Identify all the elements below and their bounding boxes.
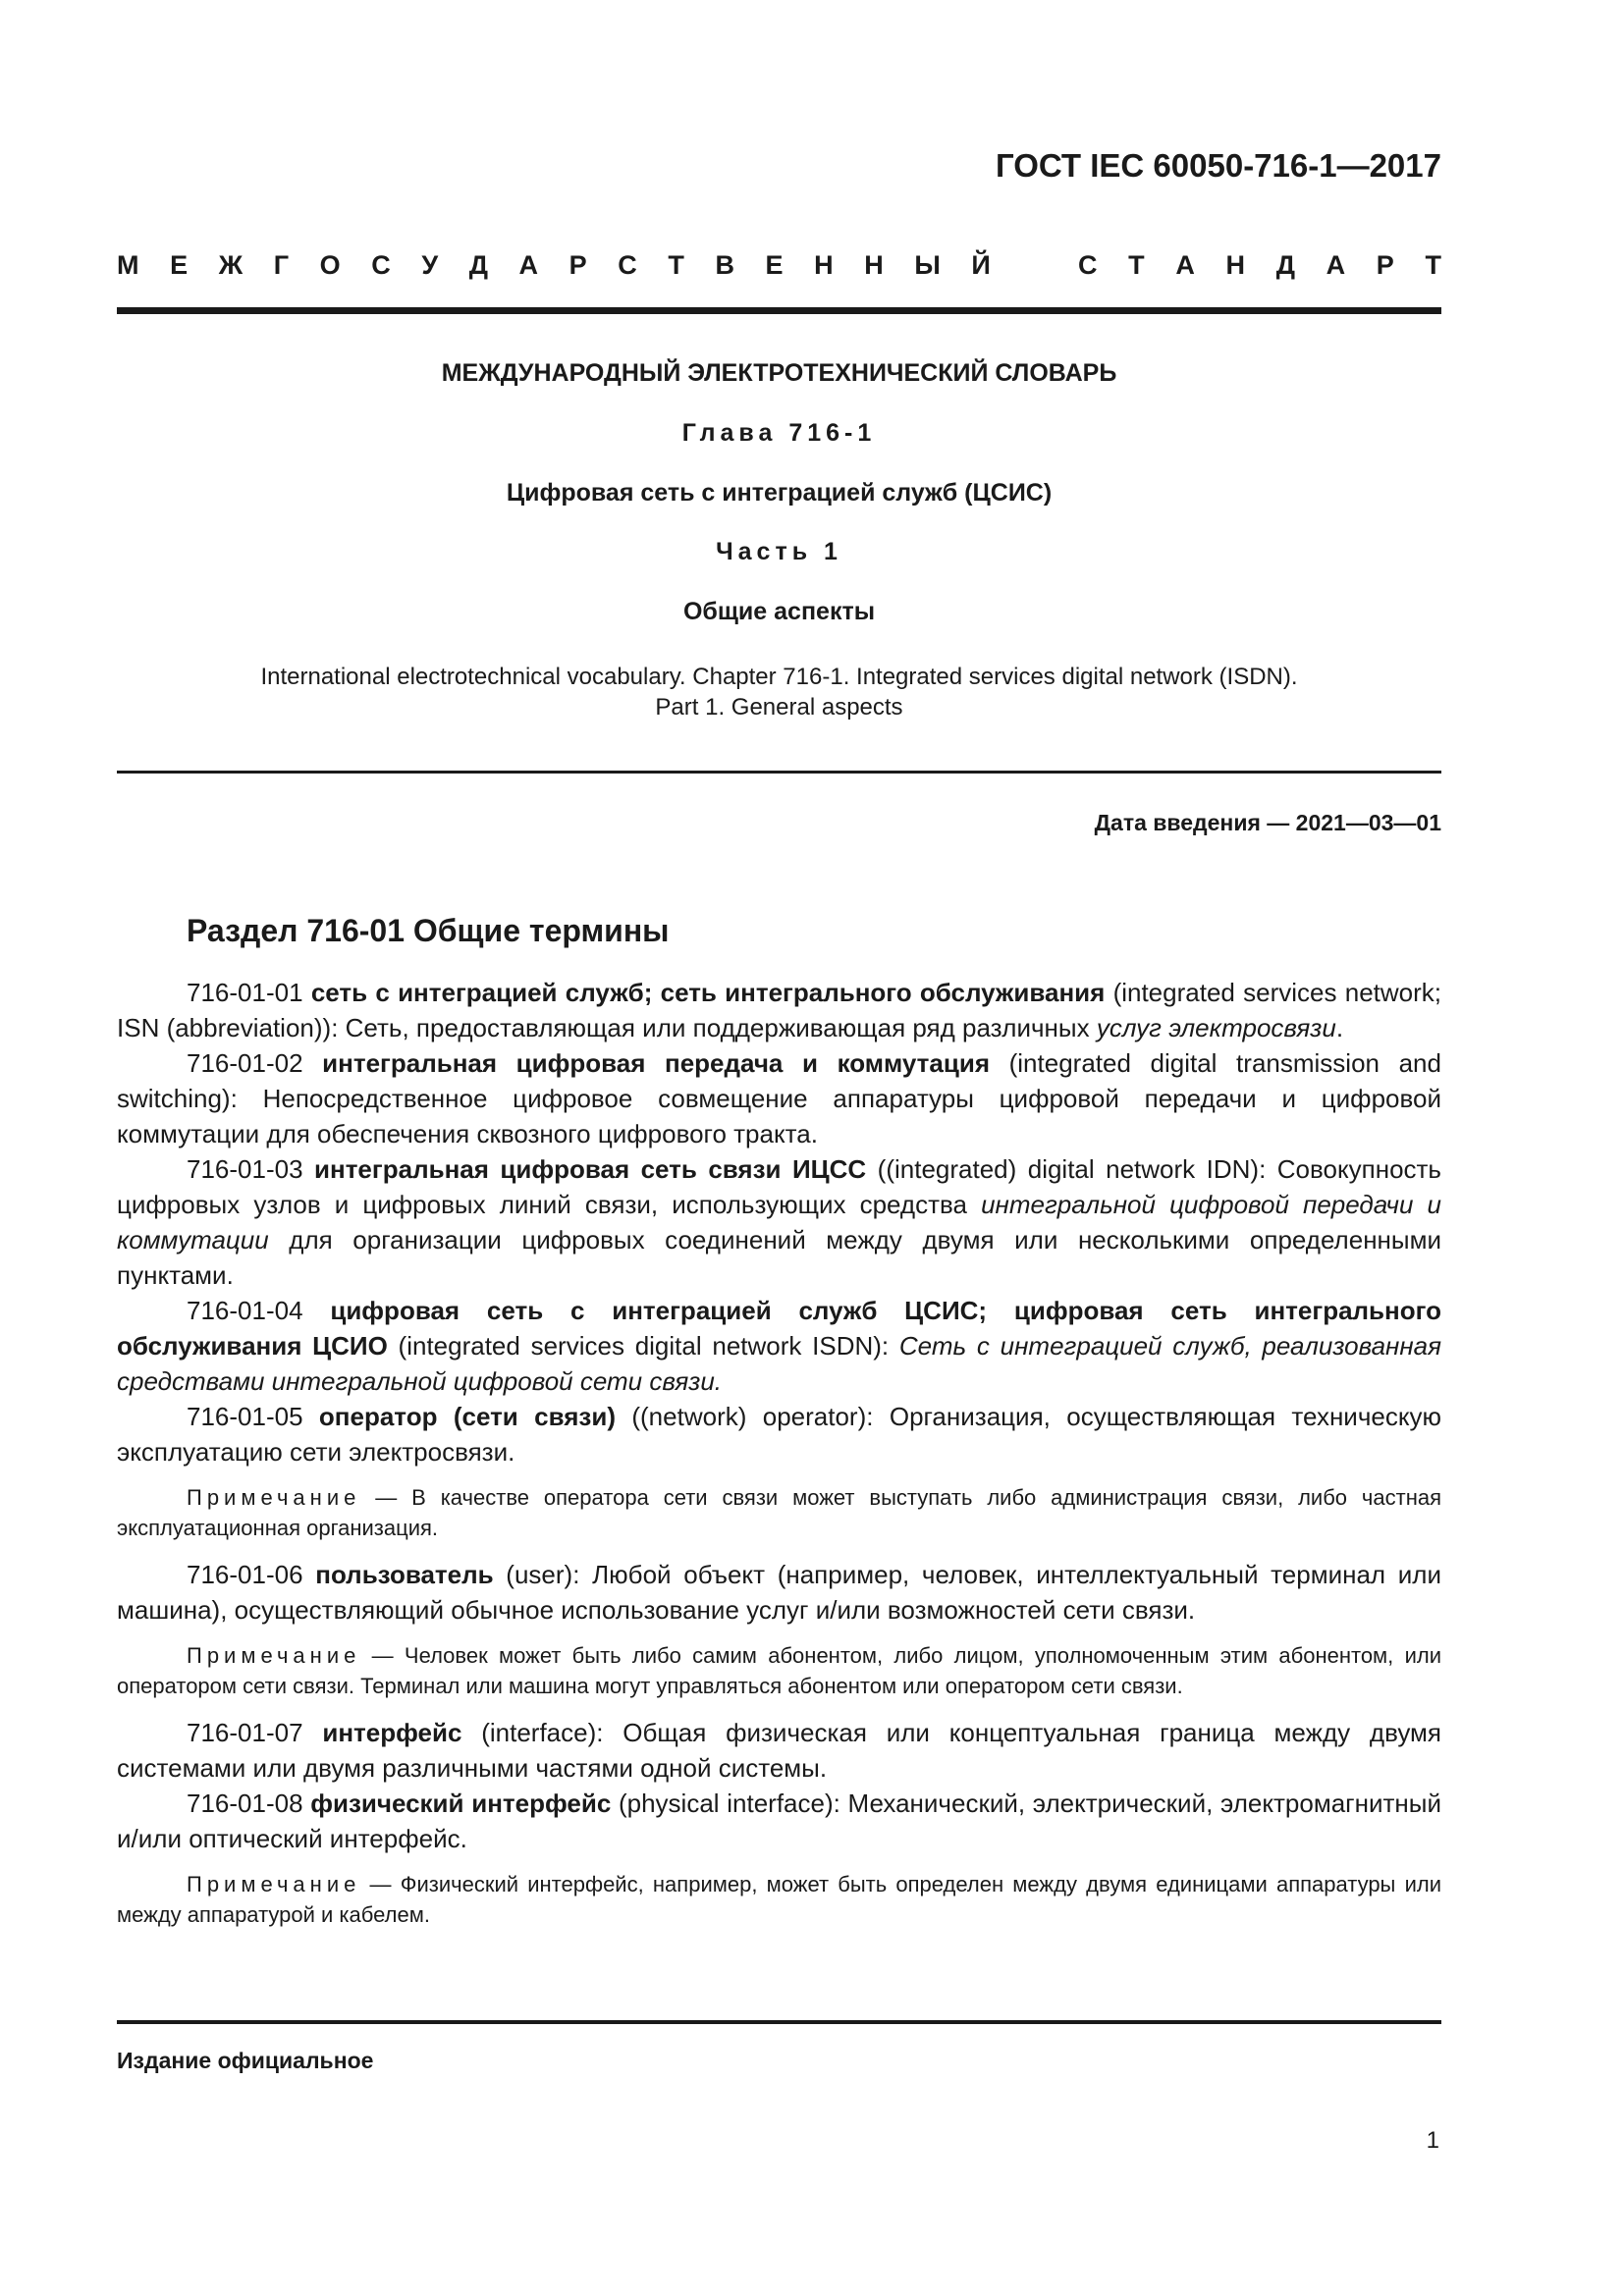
document-body	[117, 975, 1441, 1944]
title-line-5: Общие аспекты	[682, 598, 876, 625]
banner-letter: Й	[971, 250, 991, 280]
banner-letter: Н	[814, 250, 834, 280]
title-part: Часть 1	[716, 538, 842, 565]
banner-letter: Н	[864, 250, 884, 280]
official-edition-label: Издание официальное	[117, 2048, 374, 2073]
term-entry: 716-01-02 интегральная цифровая передача и коммутация (integrated digital transmission and switching): Непосредственное цифровое совмещение аппаратуры цифровой передачи и цифровой коммутации для обеспечения сквозного цифрового тракта.	[117, 1048, 1441, 1148]
note: Примечание — Физический интерфейс, например, может быть определен между двумя единицами аппаратуры или между аппаратурой и кабелем.	[117, 1872, 1441, 1927]
footer-rule	[117, 2020, 1441, 2024]
page-number: 1	[1426, 2127, 1439, 2154]
term-entry: 716-01-04 цифровая сеть с интеграцией служб ЦСИС; цифровая сеть интегрального обслуживания ЦСИО (integrated services digital network ISDN): Сеть с интеграцией служб, реализованная средствами интегральной цифровой сети связи.	[117, 1296, 1441, 1396]
term-entry: 716-01-05 оператор (сети связи) ((network) operator): Организация, осуществляющая техническую эксплуатацию сети электросвязи.	[117, 1402, 1441, 1467]
term-entry: 716-01-06 пользователь (user): Любой объект (например, человек, интеллектуальный терминал или машина), осуществляющий обычное использование услуг и/или возможностей сети связи.	[117, 1560, 1441, 1625]
banner-letter: С	[618, 250, 637, 280]
banner-letter: Т	[1425, 250, 1441, 280]
banner-letter: Е	[170, 250, 189, 280]
banner-letter: У	[421, 250, 439, 280]
banner-letter: Ж	[218, 250, 244, 280]
banner-letter: Р	[1376, 250, 1394, 280]
banner-letter: М	[117, 250, 139, 280]
banner-word-interstate	[117, 250, 991, 281]
top-rule	[117, 307, 1441, 314]
standard-banner	[117, 250, 1441, 281]
standard-code: ГОСТ IEC 60050-716-1—2017	[995, 147, 1441, 184]
banner-letter: А	[518, 250, 539, 280]
term-entry: 716-01-08 физический интерфейс (physical interface): Механический, электрический, электромагнитный и/или оптический интерфейс.	[117, 1789, 1441, 1853]
english-title-line-2: Part 1. General aspects	[655, 694, 903, 721]
banner-letter: Т	[1128, 250, 1145, 280]
banner-letter: А	[1175, 250, 1195, 280]
term-entry: 716-01-03 интегральная цифровая сеть связи ИЦСС ((integrated) digital network IDN): Совокупность цифровых узлов и цифровых линий связи, использующих средства интегральной цифровой передачи и коммутации для организации цифровых соединений между двумя или несколькими определенными пунктами.	[117, 1154, 1441, 1290]
note: Примечание — В качестве оператора сети связи может выступать либо администрация связи, либо частная эксплуатационная организация.	[117, 1485, 1441, 1540]
title-chapter: Глава 716-1	[681, 419, 877, 447]
term-entry: 716-01-01 сеть с интеграцией служб; сеть интегрального обслуживания (integrated services network; ISN (abbreviation)): Сеть, предоставляющая или поддерживающая ряд различных услуг электросвязи.	[117, 978, 1441, 1042]
english-title	[117, 662, 1441, 722]
banner-letter: Р	[568, 250, 587, 280]
section-heading: Раздел 716-01 Общие термины	[187, 913, 670, 948]
banner-letter: Е	[765, 250, 784, 280]
banner-word-standard	[1078, 250, 1441, 281]
note: Примечание — Человек может быть либо самим абонентом, либо лицом, уполномоченным этим абонентом, или оператором сети связи. Терминал или машина могут управляться абонентом или оператором сети связи.	[117, 1643, 1441, 1698]
banner-letter: Ы	[914, 250, 941, 280]
term-entry: 716-01-07 интерфейс (interface): Общая физическая или концептуальная граница между двумя системами или двумя различными частями одной системы.	[117, 1718, 1441, 1783]
banner-letter: О	[319, 250, 341, 280]
introduction-date: Дата введения — 2021—03—01	[1094, 810, 1441, 835]
banner-letter: С	[371, 250, 391, 280]
english-title-line-1: International electrotechnical vocabulary. Chapter 716-1. Integrated services digital network (ISDN).	[260, 664, 1298, 690]
title-line-1: МЕЖДУНАРОДНЫЙ ЭЛЕКТРОТЕХНИЧЕСКИЙ СЛОВАРЬ	[441, 359, 1117, 387]
banner-letter: С	[1078, 250, 1098, 280]
banner-letter: Г	[273, 250, 290, 280]
title-rule	[117, 771, 1441, 774]
banner-letter: А	[1326, 250, 1346, 280]
banner-letter: Д	[468, 250, 488, 280]
banner-letter: Н	[1225, 250, 1246, 280]
title-line-3: Цифровая сеть с интеграцией служб (ЦСИС)	[506, 479, 1053, 507]
banner-letter: Д	[1275, 250, 1295, 280]
banner-letter: В	[715, 250, 734, 280]
banner-letter: Т	[668, 250, 684, 280]
